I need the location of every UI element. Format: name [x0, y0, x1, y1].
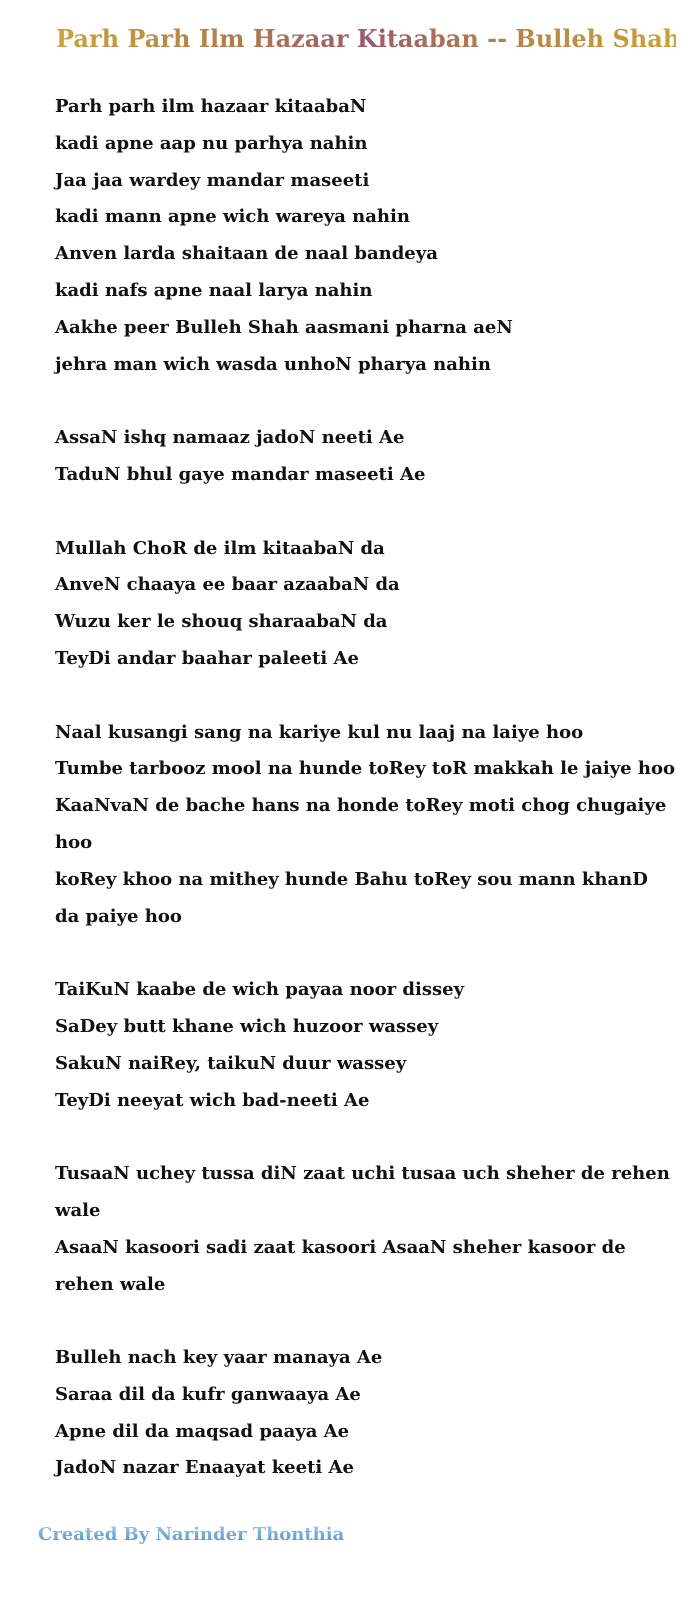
poem-line: JadoN nazar Enaayat keeti Ae [55, 1457, 354, 1479]
poem-line: TeyDi andar baahar paleeti Ae [55, 647, 359, 669]
poem-line: AssaN ishq namaaz jadoN neeti Ae [55, 427, 405, 449]
poem-line: TaiKuN kaabe de wich payaa noor dissey [55, 979, 465, 1001]
poem-line: KaaNvaN de bache hans na honde toRey moti chog chugaiye hoo [55, 795, 667, 853]
poem-line: kadi mann apne wich wareya nahin [55, 206, 410, 228]
poem-line: Jaa jaa wardey mandar maseeti [55, 169, 370, 191]
poem-title: Parh Parh Ilm Hazaar Kitaaban -- Bulleh Shah [56, 22, 676, 56]
poem-line: kadi apne aap nu parhya nahin [55, 132, 368, 154]
poem-line: AnveN chaaya ee baar azaabaN da [55, 574, 400, 596]
author-credit: Created By Narinder Thonthia [38, 1520, 344, 1550]
stanza-5 [55, 972, 675, 1119]
stanza-3 [55, 531, 675, 678]
poem-line: jehra man wich wasda unhoN pharya nahin [55, 353, 491, 375]
poem-line: TusaaN uchey tussa diN zaat uchi tusaa uch sheher de rehen wale [55, 1163, 670, 1221]
poem-line: SakuN naiRey, taikuN duur wassey [55, 1052, 407, 1074]
poem-line: Bulleh nach key yaar manaya Ae [55, 1347, 383, 1369]
poem-line: Saraa dil da kufr ganwaaya Ae [55, 1383, 361, 1405]
poem-line: Wuzu ker le shouq sharaabaN da [55, 611, 388, 633]
poem-body [55, 89, 675, 1524]
poem-line: TeyDi neeyat wich bad-neeti Ae [55, 1089, 370, 1111]
poem-line: koRey khoo na mithey hunde Bahu toRey sou mann khanD da paiye hoo [55, 868, 648, 927]
poem-line: SaDey butt khane wich huzoor wassey [55, 1015, 439, 1037]
poem-line: Anven larda shaitaan de naal bandeya [55, 243, 438, 265]
stanza-2 [55, 420, 675, 494]
poem-line: Tumbe tarbooz mool na hunde toRey toR makkah le jaiye hoo [55, 758, 675, 780]
stanza-7 [55, 1340, 675, 1487]
poem-line: Mullah ChoR de ilm kitaabaN da [55, 537, 385, 559]
poem-line: Naal kusangi sang na kariye kul nu laaj na laiye hoo [55, 721, 584, 743]
poem-line: Parh parh ilm hazaar kitaabaN [55, 96, 367, 117]
poem-line: Aakhe peer Bulleh Shah aasmani pharna aeN [55, 316, 513, 338]
poem-line: AsaaN kasoori sadi zaat kasoori AsaaN sheher kasoor de rehen wale [55, 1236, 626, 1295]
poem-line: Apne dil da maqsad paaya Ae [55, 1420, 350, 1442]
poem-line: TaduN bhul gaye mandar maseeti Ae [55, 463, 426, 485]
poem-line: kadi nafs apne naal larya nahin [55, 279, 373, 301]
stanza-6 [55, 1156, 675, 1303]
stanza-4 [55, 715, 675, 936]
stanza-1 [55, 89, 675, 383]
